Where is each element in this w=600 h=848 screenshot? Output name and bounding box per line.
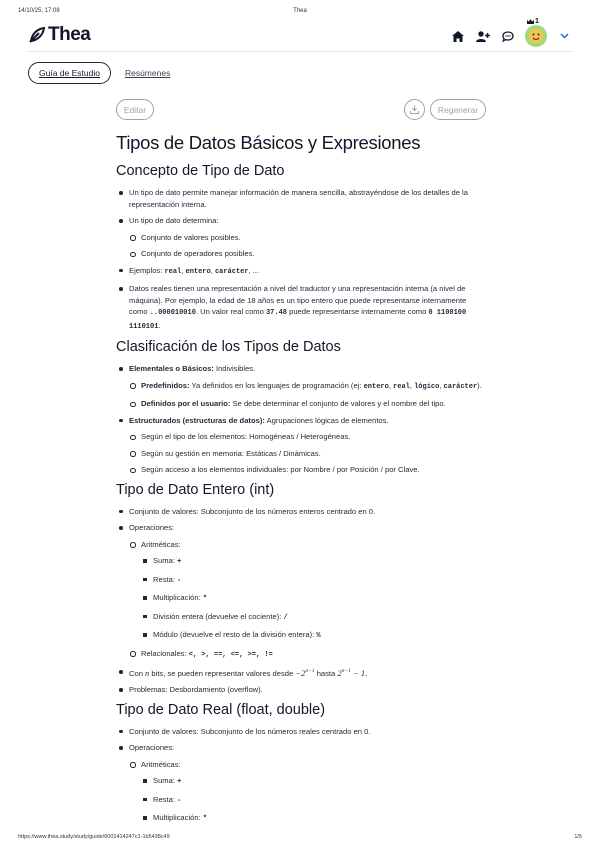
list-item (141, 775, 486, 789)
inline-code: carácter (443, 382, 478, 391)
inline-code: / (283, 613, 288, 622)
text: , ... (248, 265, 260, 275)
list-item (141, 812, 486, 826)
list-item (141, 592, 486, 606)
leaf-logo-icon (28, 26, 46, 44)
list-item (116, 415, 486, 476)
bold-text: Estructurados (estructuras de datos): (129, 415, 265, 425)
list-item (116, 215, 486, 260)
text: Datos reales tienen una representación a nivel del traductor y una representación interna (a nivel de máquina). Por ejemplo, la edad de 18 años es un tipo entero que puede representarse internamente como (129, 284, 467, 316)
list-item: Predefinidos: Ya definidos en los lenguajes de programación (ej: entero, real, lógico, carácter). (129, 380, 486, 394)
list-item: Según el tipo de los elementos: Homogéneas / Heterogéneas. (129, 431, 486, 443)
inline-code: + (177, 558, 182, 566)
math-base: −2 (295, 667, 306, 678)
list-item (116, 522, 486, 661)
text: . (158, 320, 161, 330)
sub-sub-list (141, 775, 486, 826)
level-number: 1 (535, 18, 539, 25)
inline-code: entero (363, 382, 389, 391)
text: . Un valor real como (195, 307, 266, 316)
nav-actions (450, 18, 572, 47)
print-page-number: 1/5 (574, 834, 582, 840)
inline-code: - (177, 576, 182, 585)
text: Ejemplos: (129, 265, 165, 275)
avatar-face-icon (528, 28, 544, 44)
text: puede representarse internamente como (286, 307, 429, 316)
inline-code: * (202, 595, 208, 603)
thea-logo[interactable] (28, 24, 90, 46)
list-item: Problemas: Desbordamiento (overflow). (116, 684, 486, 696)
list-item (141, 611, 486, 625)
text: Indivisibles. (213, 364, 256, 373)
text: Se debe determinar el conjunto de valores y el nombre del tipo. (230, 399, 446, 408)
text: hasta (314, 668, 338, 678)
list-item (129, 648, 486, 662)
inline-code: lógico (414, 382, 440, 391)
text: Relacionales: (141, 648, 189, 658)
inline-code: <, >, ==, <=, >=, != (188, 650, 273, 659)
list-item (116, 283, 486, 333)
bold-text: Definidos por el usuario: (141, 399, 231, 408)
list-item (116, 666, 486, 679)
list-item: Conjunto de valores: Subconjunto de los números reales centrado en 0. (116, 726, 486, 738)
inline-code: real (164, 267, 182, 276)
section-heading: Tipo de Dato Entero (int) (116, 481, 275, 498)
tab-bar (28, 62, 170, 84)
list-item-text: Operaciones: (129, 743, 175, 753)
text: Ya definidos en los lenguajes de programación (ej: (189, 380, 364, 390)
text: Resta: (153, 574, 178, 584)
user-avatar-wrap[interactable] (525, 18, 547, 47)
print-url: https://www.thea.study/study/guide/6001414247c1-1b5438c49 (18, 834, 170, 840)
document-toolbar (116, 99, 486, 121)
print-date: 14/10/25, 17:08 (18, 8, 60, 14)
text: Módulo (devuelve el resto de la división entera): (153, 630, 317, 639)
inline-code: carácter (214, 267, 249, 276)
bullet-list (116, 363, 486, 476)
download-button[interactable] (404, 99, 425, 120)
avatar[interactable] (525, 25, 547, 47)
bold-text: Elementales o Básicos: (129, 364, 214, 373)
list-item (141, 794, 486, 808)
list-item (129, 759, 486, 826)
math-max (337, 668, 367, 678)
list-item (141, 555, 486, 569)
math-n: n (145, 667, 150, 678)
logo-text: Thea (48, 24, 91, 45)
bold-text: Predefinidos: (141, 380, 190, 390)
inline-code: ..000010010 (149, 309, 196, 317)
text: Suma: (153, 776, 178, 786)
list-item: Conjunto de valores: Subconjunto de los números enteros centrado en 0. (116, 506, 486, 518)
list-item: Según acceso a los elementos individuales: por Nombre / por Posición / por Clave. (129, 464, 486, 476)
list-item: Un tipo de dato permite manejar información de manera sencilla, abstrayéndose de los detalles de la representación interna. (116, 187, 486, 210)
text: Multiplicación: (153, 813, 203, 823)
tab-summaries[interactable]: Resúmenes (124, 68, 171, 78)
top-navbar (28, 20, 572, 52)
math-tail: − 1. (350, 667, 368, 678)
list-item: Ejemplos: real, entero, carácter, ... (116, 265, 486, 279)
document-title: Tipos de Datos Básicos y Expresiones (116, 132, 421, 153)
bullet-list (116, 726, 486, 826)
list-item (141, 629, 486, 643)
sub-list (129, 380, 486, 410)
math-base: 2 (337, 667, 342, 678)
tab-study-guide[interactable]: Guía de Estudio (28, 62, 111, 84)
print-title: Thea (293, 8, 307, 14)
list-item-text: Operaciones: (129, 523, 175, 532)
text: División entera (devuelve el cociente): (153, 611, 284, 621)
list-item: Según su gestión en memoria: Estáticas / Dinámicas. (129, 448, 486, 460)
chevron-down-icon[interactable] (556, 28, 572, 44)
inline-code: + (177, 778, 182, 787)
list-item (129, 539, 486, 643)
bullet-list (116, 506, 486, 696)
list-item: Conjunto de operadores posibles. (129, 248, 486, 260)
inline-code: entero (185, 267, 211, 276)
inline-code: * (202, 815, 208, 824)
math-exponent: n−1 (341, 668, 351, 674)
text: Suma: (153, 556, 178, 565)
inline-code: 0 1100100 1110101 (129, 309, 467, 331)
inline-code: real (393, 382, 410, 391)
regenerate-button[interactable]: Regenerar (430, 99, 486, 120)
sub-list (129, 232, 486, 260)
chat-icon[interactable] (500, 28, 516, 44)
sub-sub-list (141, 555, 486, 643)
text: Agrupaciones lógicas de elementos. (264, 415, 389, 425)
list-item-text: Un tipo de dato determina: (129, 216, 219, 225)
crown-icon (527, 19, 534, 24)
list-item-text: Aritméticas: (141, 539, 181, 549)
list-item (129, 398, 486, 410)
text: Resta: (153, 794, 178, 804)
sub-list (129, 759, 486, 826)
edit-button[interactable]: Editar (116, 99, 154, 120)
inline-code: - (177, 796, 182, 805)
add-user-icon[interactable] (475, 28, 491, 44)
text: ). (477, 380, 482, 390)
inline-code: 37.48 (265, 309, 287, 317)
section-heading: Tipo de Dato Real (float, double) (116, 701, 326, 718)
home-icon[interactable] (450, 28, 466, 44)
text: Con (129, 668, 146, 678)
list-item (116, 742, 486, 826)
level-badge (527, 18, 539, 25)
download-icon (410, 105, 419, 114)
text: bits, se pueden representar valores desde (149, 668, 296, 678)
math-exponent: n−1 (305, 668, 315, 674)
bullet-list (116, 187, 486, 333)
list-item (116, 363, 486, 410)
list-item (141, 574, 486, 588)
study-guide-content (116, 131, 486, 831)
list-item: Conjunto de valores posibles. (129, 232, 486, 244)
sub-list (129, 431, 486, 476)
section-heading: Clasificación de los Tipos de Datos (116, 339, 341, 355)
inline-code: % (316, 632, 321, 640)
text: Multiplicación: (153, 593, 203, 602)
sub-list (129, 539, 486, 662)
math-min (295, 668, 314, 678)
section-heading: Concepto de Tipo de Dato (116, 163, 285, 179)
list-item-text: Aritméticas: (141, 759, 181, 769)
